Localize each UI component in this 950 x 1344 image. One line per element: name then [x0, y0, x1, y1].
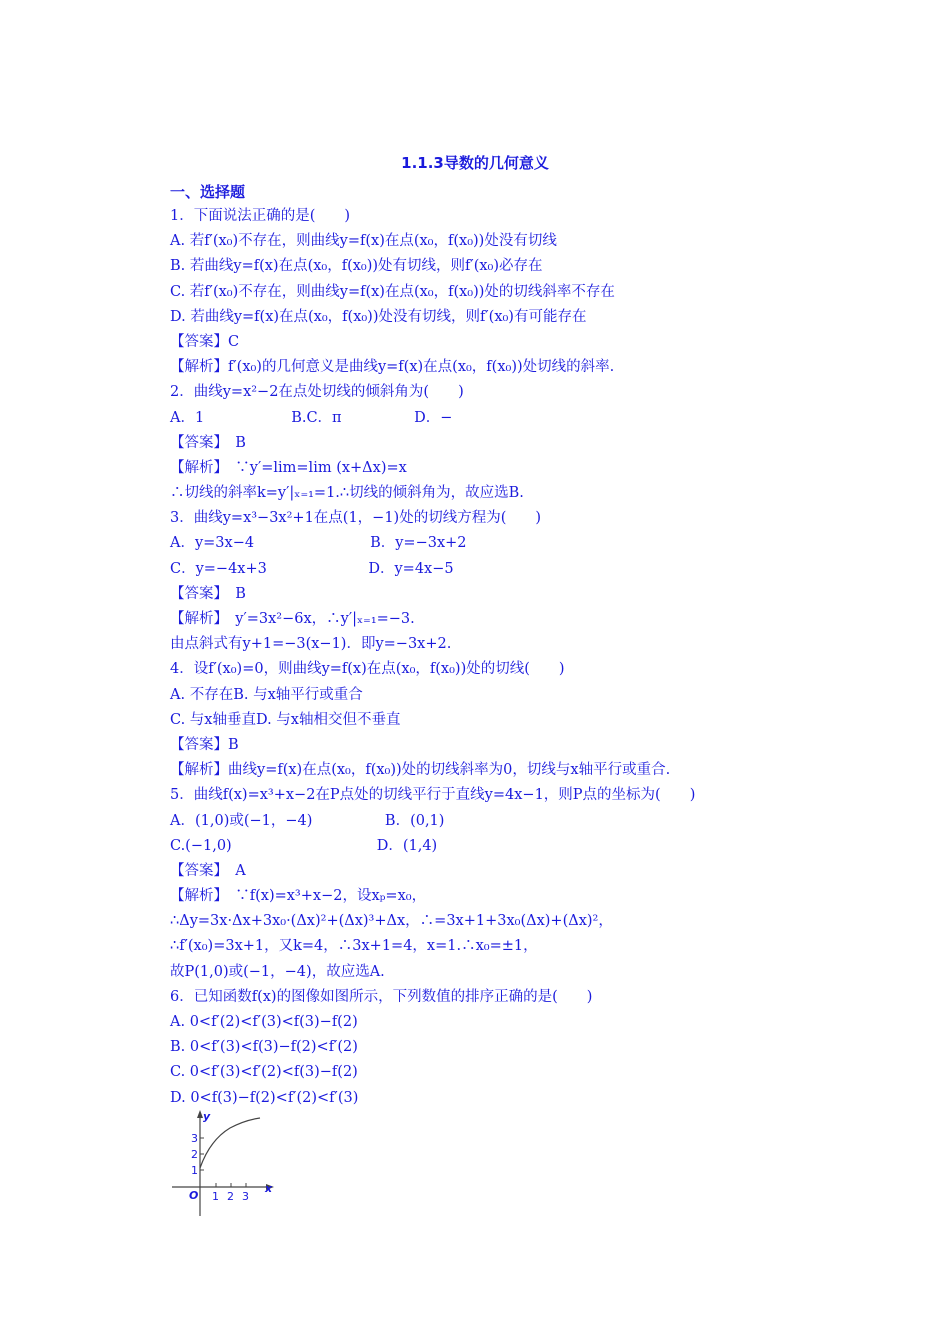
- page-title: 1.1.3导数的几何意义: [401, 154, 549, 172]
- x-tick-label: 3: [242, 1190, 249, 1203]
- x-tick-label: 1: [212, 1190, 219, 1203]
- text-line: 6．已知函数f(x)的图像如图所示，下列数值的排序正确的是( ): [170, 988, 593, 1005]
- text-line: 1．下面说法正确的是( ): [170, 208, 351, 224]
- text-line: B. 若曲线y=f(x)在点(x₀，f(x₀))处有切线，则f′(x₀)必存在: [170, 258, 543, 275]
- text-line: 【答案】B: [170, 736, 239, 753]
- text-line: ∴f′(x₀)=3x+1，又k=4，∴3x+1=4，x=1.∴x₀=±1，: [170, 938, 538, 955]
- text-line: C. 0<f′(3)<f′(2)<f(3)−f(2): [170, 1064, 358, 1081]
- text-line: 2．曲线y=x²−2在点处切线的倾斜角为( ): [170, 384, 464, 401]
- x-axis-label: x: [265, 1182, 273, 1195]
- text-line: 【答案】 B: [170, 434, 246, 451]
- origin-label: O: [189, 1189, 199, 1202]
- text-line: ∴切线的斜率k=y′|ₓ₌₁=1.∴切线的倾斜角为，故应选B.: [170, 485, 524, 502]
- text-line: A. 若f′(x₀)不存在，则曲线y=f(x)在点(x₀，f(x₀))处没有切线: [170, 233, 557, 250]
- y-tick-label: 3: [191, 1132, 198, 1145]
- function-graph: [170, 1110, 280, 1220]
- text-line: ∴Δy=3x·Δx+3x₀·(Δx)²+(Δx)³+Δx，∴=3x+1+3x₀(Δx)+(Δx)²，: [170, 913, 613, 930]
- text-line: A．(1,0)或(−1，−4) B．(0,1): [170, 812, 445, 829]
- text-line: D. 若曲线y=f(x)在点(x₀，f(x₀))处没有切线，则f′(x₀)有可能存在: [170, 308, 587, 325]
- function-curve: [200, 1118, 260, 1168]
- text-line: A．y=3x−4 B．y=−3x+2: [170, 535, 467, 552]
- text-line: C.(−1,0) D．(1,4): [170, 837, 438, 854]
- text-line: A．1 B.C．π D．−: [170, 409, 453, 426]
- text-line: 故P(1,0)或(−1，−4)，故应选A.: [170, 963, 385, 980]
- text-line: 4．设f′(x₀)=0，则曲线y=f(x)在点(x₀，f(x₀))处的切线( ): [170, 661, 565, 678]
- text-line: 【答案】 A: [170, 862, 246, 879]
- text-line: B. 0<f′(3)<f(3)−f(2)<f′(2): [170, 1039, 358, 1056]
- text-line: D. 0<f(3)−f(2)<f′(2)<f′(3): [170, 1089, 359, 1106]
- text-line: 【解析】 ∵y′=lim=lim (x+Δx)=x: [170, 459, 407, 476]
- text-line: 【解析】曲线y=f(x)在点(x₀，f(x₀))处的切线斜率为0，切线与x轴平行或重合.: [170, 762, 671, 779]
- text-line: 【解析】 ∵f(x)=x³+x−2，设xₚ=x₀，: [170, 888, 427, 905]
- text-line: 5．曲线f(x)=x³+x−2在P点处的切线平行于直线y=4x−1，则P点的坐标为( ): [170, 787, 696, 804]
- section-heading: 一、选择题: [170, 183, 246, 201]
- y-tick-label: 2: [191, 1148, 198, 1161]
- text-line: A. 不存在B. 与x轴平行或重合: [170, 686, 363, 703]
- text-line: C．y=−4x+3 D．y=4x−5: [170, 560, 454, 577]
- text-line: 【答案】 B: [170, 585, 246, 602]
- text-line: 【答案】C: [170, 333, 240, 350]
- text-line: 【解析】f′(x₀)的几何意义是曲线y=f(x)在点(x₀，f(x₀))处切线的斜率.: [170, 359, 615, 376]
- text-line: 由点斜式有y+1=−3(x−1)．即y=−3x+2.: [170, 636, 452, 653]
- y-axis-label: y: [203, 1110, 211, 1123]
- text-line: C. 与x轴垂直D. 与x轴相交但不垂直: [170, 711, 401, 728]
- question-list: [170, 204, 850, 1111]
- text-line: A. 0<f′(2)<f′(3)<f(3)−f(2): [170, 1014, 358, 1030]
- text-line: 【解析】 y′=3x²−6x，∴y′|ₓ₌₁=−3.: [170, 611, 415, 627]
- text-line: 3．曲线y=x³−3x²+1在点(1，−1)处的切线方程为( ): [170, 510, 542, 527]
- y-tick-label: 1: [191, 1164, 198, 1177]
- x-tick-label: 2: [227, 1190, 234, 1203]
- text-line: C. 若f′(x₀)不存在，则曲线y=f(x)在点(x₀，f(x₀))处的切线斜率不存在: [170, 283, 615, 300]
